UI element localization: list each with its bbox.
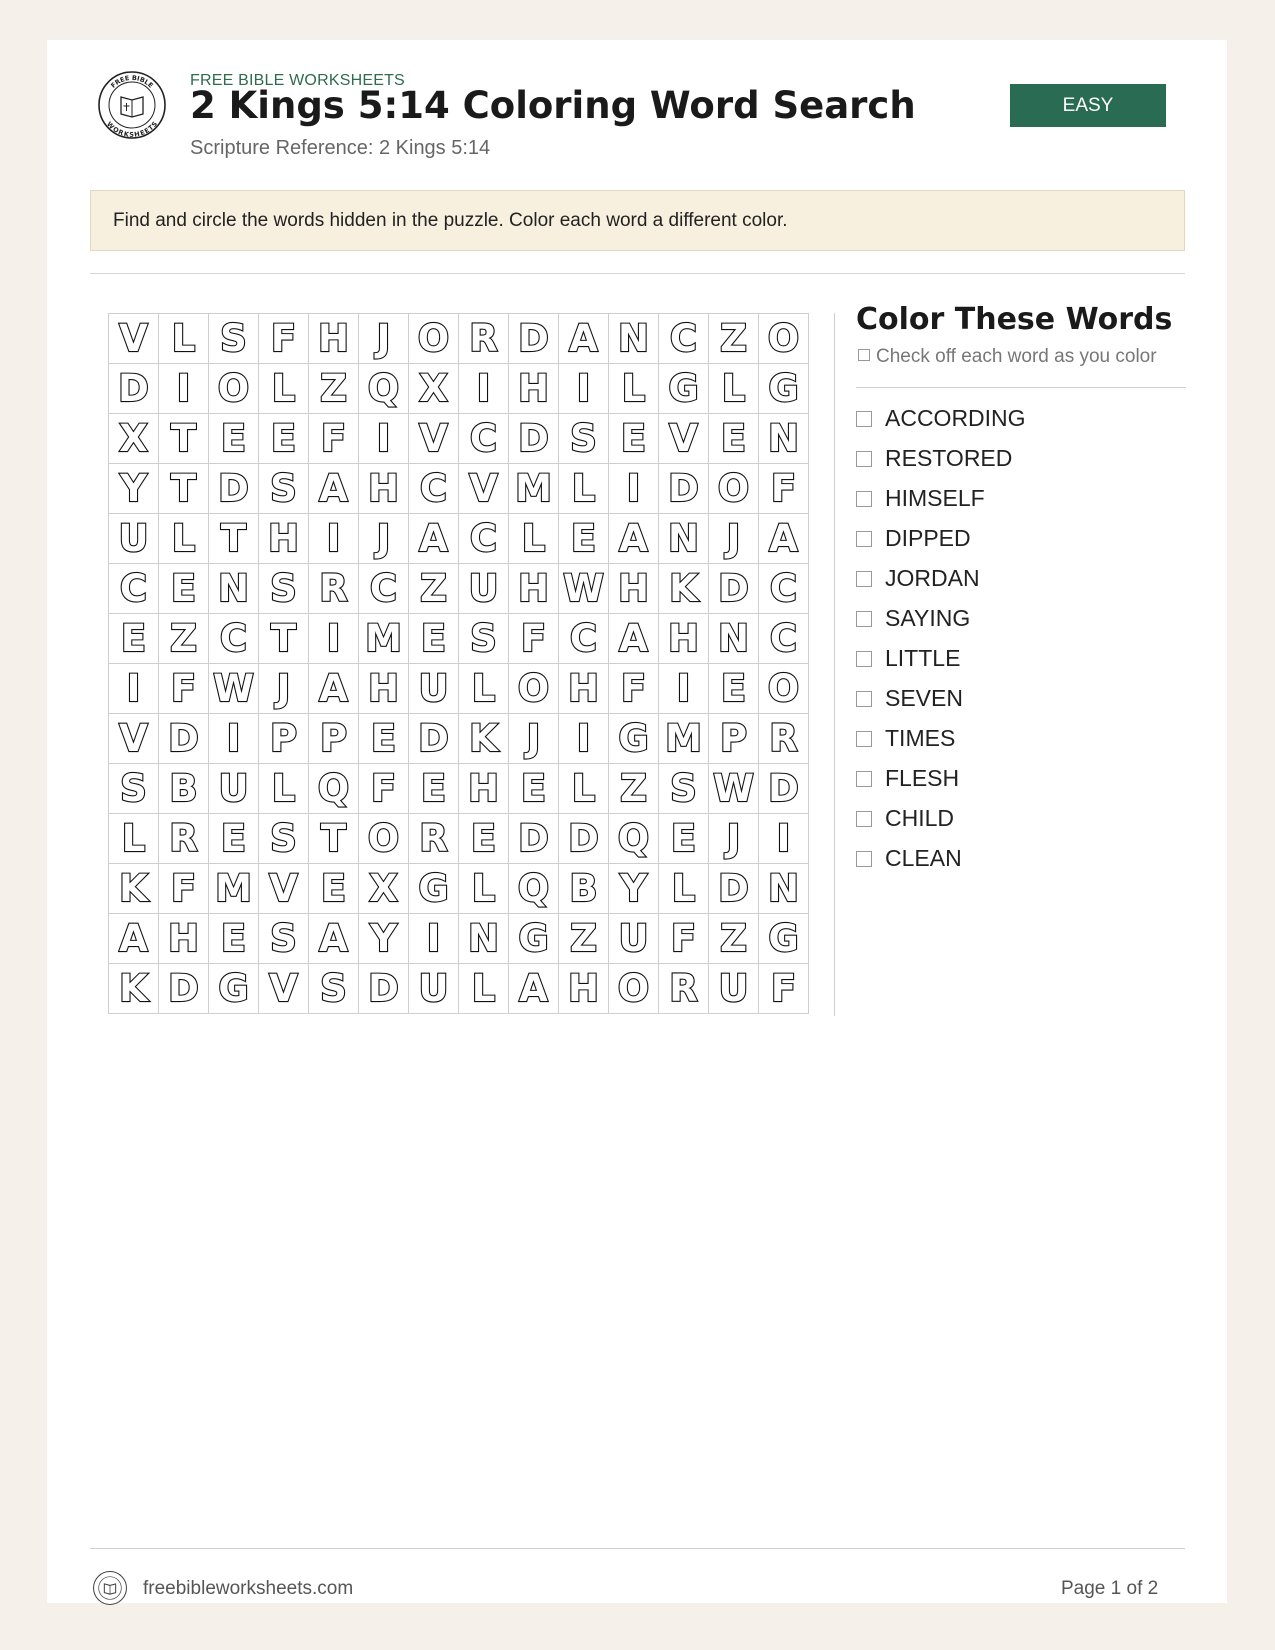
grid-cell[interactable]: P bbox=[709, 714, 759, 764]
grid-cell[interactable]: L bbox=[609, 364, 659, 414]
word-list-item bbox=[856, 438, 1026, 478]
grid-cell[interactable]: J bbox=[709, 514, 759, 564]
grid-cell[interactable]: L bbox=[459, 964, 509, 1014]
grid-cell[interactable]: F bbox=[509, 614, 559, 664]
grid-cell[interactable]: L bbox=[109, 814, 159, 864]
grid-cell[interactable]: Z bbox=[409, 564, 459, 614]
word-list-item bbox=[856, 518, 1026, 558]
word-checkbox[interactable] bbox=[856, 611, 872, 627]
grid-cell[interactable]: H bbox=[459, 764, 509, 814]
word-list-item bbox=[856, 718, 1026, 758]
difficulty-badge: EASY bbox=[1010, 84, 1166, 127]
grid-cell[interactable]: I bbox=[659, 664, 709, 714]
word-list-item bbox=[856, 478, 1026, 518]
grid-cell[interactable]: U bbox=[109, 514, 159, 564]
word-list-item bbox=[856, 558, 1026, 598]
grid-cell[interactable]: D bbox=[709, 564, 759, 614]
grid-cell[interactable]: M bbox=[209, 864, 259, 914]
grid-cell[interactable]: V bbox=[459, 464, 509, 514]
word-label: RESTORED bbox=[885, 445, 1013, 471]
word-label: LITTLE bbox=[885, 645, 961, 671]
logo-text-bottom: WORKSHEETS bbox=[104, 120, 160, 139]
grid-cell[interactable]: K bbox=[109, 964, 159, 1014]
grid-cell[interactable]: R bbox=[309, 564, 359, 614]
grid-cell[interactable]: A bbox=[609, 514, 659, 564]
grid-cell[interactable]: K bbox=[659, 564, 709, 614]
word-checkbox[interactable] bbox=[856, 811, 872, 827]
grid-cell[interactable]: N bbox=[609, 314, 659, 364]
grid-cell[interactable]: J bbox=[359, 514, 409, 564]
grid-cell[interactable]: O bbox=[759, 314, 809, 364]
grid-cell[interactable]: D bbox=[409, 714, 459, 764]
grid-cell[interactable]: L bbox=[559, 464, 609, 514]
grid-cell[interactable]: D bbox=[509, 814, 559, 864]
grid-row bbox=[109, 664, 809, 714]
grid-cell[interactable]: Q bbox=[359, 364, 409, 414]
grid-cell[interactable]: C bbox=[109, 564, 159, 614]
word-checkbox[interactable] bbox=[856, 731, 872, 747]
grid-cell[interactable]: K bbox=[459, 714, 509, 764]
grid-cell[interactable]: Z bbox=[309, 364, 359, 414]
grid-cell[interactable]: I bbox=[109, 664, 159, 714]
word-list-item bbox=[856, 678, 1026, 718]
grid-cell[interactable]: X bbox=[109, 414, 159, 464]
word-list-item bbox=[856, 638, 1026, 678]
grid-cell[interactable]: Z bbox=[609, 764, 659, 814]
grid-cell[interactable]: I bbox=[159, 364, 209, 414]
grid-cell[interactable]: H bbox=[609, 564, 659, 614]
grid-cell[interactable]: B bbox=[159, 764, 209, 814]
grid-cell[interactable]: Q bbox=[609, 814, 659, 864]
word-label: ACCORDING bbox=[885, 405, 1026, 431]
grid-cell[interactable]: L bbox=[459, 664, 509, 714]
grid-cell[interactable]: D bbox=[209, 464, 259, 514]
grid-cell[interactable]: P bbox=[259, 714, 309, 764]
word-label: FLESH bbox=[885, 765, 960, 791]
grid-cell[interactable]: E bbox=[159, 564, 209, 614]
word-checkbox[interactable] bbox=[856, 851, 872, 867]
grid-cell[interactable]: D bbox=[709, 864, 759, 914]
grid-cell[interactable]: R bbox=[759, 714, 809, 764]
grid-cell[interactable]: D bbox=[559, 814, 609, 864]
grid-cell[interactable]: Z bbox=[159, 614, 209, 664]
grid-cell[interactable]: I bbox=[309, 514, 359, 564]
grid-cell[interactable]: N bbox=[759, 864, 809, 914]
word-label: CHILD bbox=[885, 805, 955, 831]
grid-cell[interactable]: S bbox=[659, 764, 709, 814]
grid-row bbox=[109, 914, 809, 964]
grid-cell[interactable]: Q bbox=[509, 864, 559, 914]
grid-cell[interactable]: O bbox=[509, 664, 559, 714]
word-list-subtitle-text: Check off each word as you color bbox=[876, 346, 1157, 367]
grid-cell[interactable]: J bbox=[359, 314, 409, 364]
grid-cell[interactable]: H bbox=[359, 664, 409, 714]
grid-cell[interactable]: U bbox=[709, 964, 759, 1014]
grid-cell[interactable]: O bbox=[209, 364, 259, 414]
grid-cell[interactable]: O bbox=[609, 964, 659, 1014]
grid-cell[interactable]: O bbox=[759, 664, 809, 714]
grid-cell[interactable]: X bbox=[409, 364, 459, 414]
grid-cell[interactable]: E bbox=[509, 764, 559, 814]
grid-cell[interactable]: T bbox=[159, 414, 209, 464]
grid-cell[interactable]: H bbox=[509, 364, 559, 414]
grid-cell[interactable]: H bbox=[509, 564, 559, 614]
grid-cell[interactable]: E bbox=[309, 864, 359, 914]
grid-cell[interactable]: C bbox=[659, 314, 709, 364]
grid-cell[interactable]: V bbox=[259, 864, 309, 914]
grid-cell[interactable]: S bbox=[209, 314, 259, 364]
word-checkbox[interactable] bbox=[856, 771, 872, 787]
grid-cell[interactable]: I bbox=[409, 914, 459, 964]
word-checkbox[interactable] bbox=[856, 571, 872, 587]
grid-cell[interactable]: N bbox=[759, 414, 809, 464]
logo-icon bbox=[97, 70, 167, 140]
grid-cell[interactable]: W bbox=[709, 764, 759, 814]
grid-cell[interactable]: F bbox=[159, 864, 209, 914]
grid-cell[interactable]: C bbox=[359, 564, 409, 614]
grid-cell[interactable]: E bbox=[409, 614, 459, 664]
word-checkbox[interactable] bbox=[856, 451, 872, 467]
grid-cell[interactable]: L bbox=[159, 314, 209, 364]
grid-cell[interactable]: Y bbox=[359, 914, 409, 964]
grid-cell[interactable]: G bbox=[659, 364, 709, 414]
grid-cell[interactable]: H bbox=[559, 964, 609, 1014]
grid-cell[interactable]: L bbox=[559, 764, 609, 814]
word-list-item bbox=[856, 798, 1026, 838]
grid-cell[interactable]: O bbox=[709, 464, 759, 514]
grid-cell[interactable]: W bbox=[209, 664, 259, 714]
grid-row bbox=[109, 864, 809, 914]
grid-cell[interactable]: I bbox=[309, 614, 359, 664]
grid-cell[interactable]: E bbox=[209, 814, 259, 864]
grid-cell[interactable]: Q bbox=[309, 764, 359, 814]
footer-site: freebibleworksheets.com bbox=[143, 1578, 354, 1599]
grid-cell[interactable]: U bbox=[459, 564, 509, 614]
grid-cell[interactable]: U bbox=[609, 914, 659, 964]
scripture-reference: Scripture Reference: 2 Kings 5:14 bbox=[190, 137, 491, 159]
grid-cell[interactable]: D bbox=[359, 964, 409, 1014]
grid-cell[interactable]: H bbox=[309, 314, 359, 364]
grid-cell[interactable]: U bbox=[409, 664, 459, 714]
word-label: SEVEN bbox=[885, 685, 963, 711]
word-search-grid bbox=[108, 313, 809, 1014]
grid-row bbox=[109, 414, 809, 464]
grid-cell[interactable]: A bbox=[409, 514, 459, 564]
grid-cell[interactable]: U bbox=[209, 764, 259, 814]
grid-cell[interactable]: E bbox=[209, 414, 259, 464]
grid-cell[interactable]: F bbox=[259, 314, 309, 364]
grid-cell[interactable]: E bbox=[359, 714, 409, 764]
grid-cell[interactable]: A bbox=[309, 664, 359, 714]
grid-cell[interactable]: F bbox=[359, 764, 409, 814]
grid-cell[interactable]: Z bbox=[709, 314, 759, 364]
grid-cell[interactable]: D bbox=[659, 464, 709, 514]
grid-cell[interactable]: I bbox=[559, 364, 609, 414]
checkbox-icon bbox=[858, 349, 870, 361]
grid-cell[interactable]: S bbox=[109, 764, 159, 814]
footer-divider bbox=[90, 1548, 1185, 1549]
grid-cell[interactable]: J bbox=[709, 814, 759, 864]
bible-book-icon bbox=[121, 97, 143, 117]
grid-cell[interactable]: F bbox=[759, 964, 809, 1014]
grid-cell[interactable]: C bbox=[459, 514, 509, 564]
grid-cell[interactable]: I bbox=[609, 464, 659, 514]
grid-cell[interactable]: V bbox=[659, 414, 709, 464]
grid-cell[interactable]: E bbox=[609, 414, 659, 464]
grid-cell[interactable]: C bbox=[759, 564, 809, 614]
grid-cell[interactable]: M bbox=[659, 714, 709, 764]
grid-cell[interactable]: S bbox=[259, 464, 309, 514]
grid-cell[interactable]: E bbox=[659, 814, 709, 864]
grid-cell[interactable]: C bbox=[759, 614, 809, 664]
word-label: CLEAN bbox=[885, 845, 962, 871]
grid-row bbox=[109, 464, 809, 514]
grid-cell[interactable]: B bbox=[559, 864, 609, 914]
grid-cell[interactable]: F bbox=[759, 464, 809, 514]
grid-cell[interactable]: T bbox=[159, 464, 209, 514]
grid-cell[interactable]: F bbox=[159, 664, 209, 714]
grid-cell[interactable]: X bbox=[359, 864, 409, 914]
grid-cell[interactable]: D bbox=[509, 414, 559, 464]
grid-cell[interactable]: H bbox=[659, 614, 709, 664]
grid-cell[interactable]: T bbox=[209, 514, 259, 564]
grid-row bbox=[109, 714, 809, 764]
word-list-item bbox=[856, 398, 1026, 438]
grid-cell[interactable]: I bbox=[759, 814, 809, 864]
grid-cell[interactable]: I bbox=[559, 714, 609, 764]
word-checkbox[interactable] bbox=[856, 691, 872, 707]
grid-cell[interactable]: E bbox=[209, 914, 259, 964]
column-divider bbox=[834, 313, 835, 1016]
grid-cell[interactable]: N bbox=[659, 514, 709, 564]
grid-row bbox=[109, 564, 809, 614]
grid-cell[interactable]: A bbox=[309, 914, 359, 964]
grid-cell[interactable]: O bbox=[409, 314, 459, 364]
word-checkbox[interactable] bbox=[856, 491, 872, 507]
grid-cell[interactable]: I bbox=[209, 714, 259, 764]
grid-cell[interactable]: V bbox=[259, 964, 309, 1014]
grid-cell[interactable]: L bbox=[659, 864, 709, 914]
grid-cell[interactable]: A bbox=[109, 914, 159, 964]
grid-cell[interactable]: L bbox=[259, 764, 309, 814]
word-label: SAYING bbox=[885, 605, 971, 631]
grid-cell[interactable]: T bbox=[259, 614, 309, 664]
instructions-box: Find and circle the words hidden in the puzzle. Color each word a different color. bbox=[90, 190, 1185, 251]
grid-cell[interactable]: D bbox=[109, 364, 159, 414]
grid-row bbox=[109, 364, 809, 414]
grid-cell[interactable]: E bbox=[409, 764, 459, 814]
grid-cell[interactable]: A bbox=[509, 964, 559, 1014]
footer-logo-icon bbox=[92, 1570, 128, 1606]
grid-cell[interactable]: Z bbox=[559, 914, 609, 964]
grid-cell[interactable]: E bbox=[109, 614, 159, 664]
grid-cell[interactable]: C bbox=[409, 464, 459, 514]
grid-row bbox=[109, 964, 809, 1014]
grid-cell[interactable]: R bbox=[409, 814, 459, 864]
grid-cell[interactable]: G bbox=[409, 864, 459, 914]
word-list-item bbox=[856, 838, 1026, 878]
grid-cell[interactable]: G bbox=[759, 364, 809, 414]
word-list-title: Color These Words bbox=[856, 302, 1173, 337]
grid-cell[interactable]: K bbox=[109, 864, 159, 914]
grid-cell[interactable]: G bbox=[759, 914, 809, 964]
grid-cell[interactable]: V bbox=[109, 314, 159, 364]
grid-cell[interactable]: E bbox=[709, 664, 759, 714]
grid-cell[interactable]: N bbox=[209, 564, 259, 614]
grid-cell[interactable]: S bbox=[459, 614, 509, 664]
grid-cell[interactable]: E bbox=[559, 514, 609, 564]
page-number: Page 1 of 2 bbox=[1061, 1578, 1159, 1599]
word-list-item bbox=[856, 758, 1026, 798]
word-list bbox=[856, 398, 1026, 878]
grid-cell[interactable]: F bbox=[309, 414, 359, 464]
divider bbox=[90, 273, 1185, 274]
grid-cell[interactable]: A bbox=[309, 464, 359, 514]
word-checkbox[interactable] bbox=[856, 531, 872, 547]
word-label: HIMSELF bbox=[885, 485, 985, 511]
grid-cell[interactable]: E bbox=[259, 414, 309, 464]
grid-cell[interactable]: D bbox=[509, 314, 559, 364]
word-list-item bbox=[856, 598, 1026, 638]
grid-cell[interactable]: H bbox=[359, 464, 409, 514]
word-list-divider bbox=[856, 387, 1186, 388]
grid-cell[interactable]: S bbox=[259, 914, 309, 964]
grid-cell[interactable]: R bbox=[659, 964, 709, 1014]
grid-row bbox=[109, 614, 809, 664]
grid-cell[interactable]: A bbox=[759, 514, 809, 564]
grid-cell[interactable]: F bbox=[609, 664, 659, 714]
grid-cell[interactable]: G bbox=[209, 964, 259, 1014]
grid-cell[interactable]: E bbox=[459, 814, 509, 864]
grid-cell[interactable]: S bbox=[259, 564, 309, 614]
grid-row bbox=[109, 814, 809, 864]
brand-label: FREE BIBLE WORKSHEETS bbox=[190, 72, 405, 89]
grid-cell[interactable]: S bbox=[259, 814, 309, 864]
page-title: 2 Kings 5:14 Coloring Word Search bbox=[190, 84, 916, 127]
grid-cell[interactable]: C bbox=[209, 614, 259, 664]
word-label: TIMES bbox=[885, 725, 956, 751]
grid-cell[interactable]: M bbox=[359, 614, 409, 664]
grid-cell[interactable]: R bbox=[459, 314, 509, 364]
grid-cell[interactable]: S bbox=[309, 964, 359, 1014]
grid-cell[interactable]: W bbox=[559, 564, 609, 614]
grid-cell[interactable]: M bbox=[509, 464, 559, 514]
word-label: JORDAN bbox=[885, 565, 980, 591]
grid-cell[interactable]: N bbox=[459, 914, 509, 964]
grid-cell[interactable]: C bbox=[559, 614, 609, 664]
grid-cell[interactable]: S bbox=[559, 414, 609, 464]
grid-cell[interactable]: I bbox=[459, 364, 509, 414]
grid-cell[interactable]: Z bbox=[709, 914, 759, 964]
word-label: DIPPED bbox=[885, 525, 971, 551]
grid-cell[interactable]: Y bbox=[109, 464, 159, 514]
grid-cell[interactable]: H bbox=[559, 664, 609, 714]
grid-cell[interactable]: A bbox=[609, 614, 659, 664]
grid-cell[interactable]: C bbox=[459, 414, 509, 464]
worksheet-page bbox=[47, 40, 1227, 1603]
grid-cell[interactable]: R bbox=[159, 814, 209, 864]
grid-cell[interactable]: P bbox=[309, 714, 359, 764]
grid-cell[interactable]: F bbox=[659, 914, 709, 964]
grid-cell[interactable]: D bbox=[759, 764, 809, 814]
grid-cell[interactable]: L bbox=[709, 364, 759, 414]
grid-cell[interactable]: U bbox=[409, 964, 459, 1014]
grid-cell[interactable]: G bbox=[609, 714, 659, 764]
grid-cell[interactable]: L bbox=[459, 864, 509, 914]
grid-cell[interactable]: A bbox=[559, 314, 609, 364]
word-checkbox[interactable] bbox=[856, 651, 872, 667]
grid-cell[interactable]: V bbox=[409, 414, 459, 464]
grid-cell[interactable]: L bbox=[159, 514, 209, 564]
grid-row bbox=[109, 514, 809, 564]
grid-cell[interactable]: N bbox=[709, 614, 759, 664]
word-checkbox[interactable] bbox=[856, 411, 872, 427]
grid-cell[interactable]: L bbox=[259, 364, 309, 414]
logo-text-top: FREE BIBLE bbox=[109, 73, 155, 90]
grid-cell[interactable]: E bbox=[709, 414, 759, 464]
grid-row bbox=[109, 764, 809, 814]
grid-cell[interactable]: L bbox=[509, 514, 559, 564]
grid-cell[interactable]: J bbox=[509, 714, 559, 764]
grid-cell[interactable]: Y bbox=[609, 864, 659, 914]
word-list-subtitle bbox=[858, 346, 1157, 368]
grid-cell[interactable]: D bbox=[159, 714, 209, 764]
grid-cell[interactable]: T bbox=[309, 814, 359, 864]
grid-row bbox=[109, 314, 809, 364]
grid-cell[interactable]: O bbox=[359, 814, 409, 864]
grid-cell[interactable]: H bbox=[159, 914, 209, 964]
grid-cell[interactable]: V bbox=[109, 714, 159, 764]
grid-cell[interactable]: D bbox=[159, 964, 209, 1014]
grid-cell[interactable]: G bbox=[509, 914, 559, 964]
grid-cell[interactable]: I bbox=[359, 414, 409, 464]
grid-cell[interactable]: J bbox=[259, 664, 309, 714]
grid-cell[interactable]: H bbox=[259, 514, 309, 564]
